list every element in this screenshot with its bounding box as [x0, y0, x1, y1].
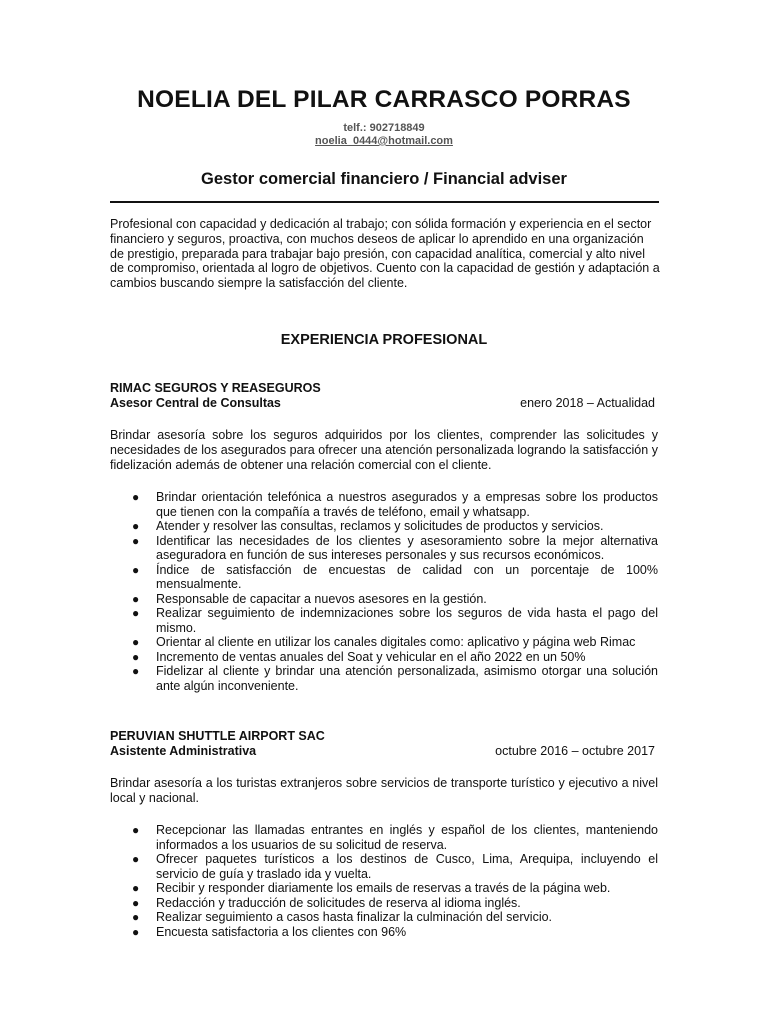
list-item: [110, 823, 658, 852]
list-item: [110, 881, 658, 896]
list-item-text: Realizar seguimiento a casos hasta finalizar la culminación del servicio.: [156, 910, 553, 924]
list-item-text: Brindar orientación telefónica a nuestros asegurados y a empresas sobre los productos que tienen con la compañía a través de teléfono, email y whatsapp.: [156, 490, 658, 519]
list-item: [110, 925, 658, 940]
bullet-icon: ●: [132, 606, 140, 620]
profile-summary: Profesional con capacidad y dedicación al trabajo; con sólida formación y experiencia en el sector financiero y seguros, proactiva, con muchos deseos de aplicar lo aprendido en una organización de prestigio, preparada para trabajar bajo presión, con capacidad analítica, comercial y alto nivel de compromiso, orientada al logro de objetivos. Cuento con la capacidad de gestión y adaptación a cambios buscando siempre la satisfacción del cliente.: [110, 217, 660, 291]
job-dates: enero 2018 – Actualidad: [520, 396, 655, 410]
bullet-icon: ●: [132, 635, 140, 649]
list-item-text: Recepcionar las llamadas entrantes en inglés y español de los clientes, manteniendo informados a los usuarios de su solicitud de reserva.: [156, 823, 658, 852]
bullet-icon: ●: [132, 562, 140, 577]
candidate-name: NOELIA DEL PILAR CARRASCO PORRAS: [137, 86, 631, 113]
bullet-icon: ●: [132, 852, 140, 866]
phone-number: telf.: 902718849: [343, 122, 425, 134]
position-title: Asesor Central de Consultas: [110, 396, 281, 410]
list-item-text: Ofrecer paquetes turísticos a los destinos de Cusco, Lima, Arequipa, incluyendo el servicio de guía y traslado ida y vuelta.: [156, 852, 658, 881]
header-divider: [110, 201, 659, 203]
list-item: [110, 563, 658, 592]
position-row: [110, 396, 658, 411]
bullet-icon: ●: [132, 533, 140, 548]
bullet-icon: ●: [132, 649, 140, 664]
list-item-text: Atender y resolver las consultas, reclamos y solicitudes de productos y servicios.: [156, 519, 604, 533]
job-dates: octubre 2016 – octubre 2017: [495, 744, 655, 758]
company-name: PERUVIAN SHUTTLE AIRPORT SAC: [110, 729, 325, 743]
list-item-text: Responsable de capacitar a nuevos asesores en la gestión.: [156, 591, 487, 606]
list-item: [110, 606, 658, 635]
list-item-text: Redacción y traducción de solicitudes de reserva al idioma inglés.: [156, 895, 521, 910]
email-link[interactable]: noelia_0444@hotmail.com: [315, 135, 453, 147]
list-item-text: Encuesta satisfactoria a los clientes con 96%: [156, 924, 407, 939]
list-item-text: Orientar al cliente en utilizar los canales digitales como: aplicativo y página web Rimac: [156, 635, 636, 649]
list-item: [110, 664, 658, 693]
bullet-icon: ●: [132, 895, 140, 910]
list-item: [110, 635, 658, 650]
bullet-icon: ●: [132, 664, 140, 678]
bullet-icon: ●: [132, 591, 140, 606]
bullet-icon: ●: [132, 881, 140, 895]
position-row: [110, 744, 658, 759]
job-entry: [110, 729, 658, 939]
section-title-experience: EXPERIENCIA PROFESIONAL: [280, 332, 488, 348]
bullet-icon: ●: [132, 519, 140, 533]
bullet-icon: ●: [132, 924, 140, 939]
position-title: Asistente Administrativa: [110, 744, 257, 758]
bullet-icon: ●: [132, 910, 140, 924]
bullet-icon: ●: [132, 823, 140, 837]
responsibility-list: [110, 823, 658, 939]
list-item: [110, 650, 658, 665]
list-item-text: Identificar las necesidades de los clientes y asesoramiento sobre la mejor alternativa aseguradora en función de sus intereses personales y sus recursos económicos.: [156, 533, 658, 562]
list-item: [110, 896, 658, 911]
list-item: [110, 592, 658, 607]
job-entry: [110, 381, 658, 693]
list-item-text: Realizar seguimiento de indemnizaciones sobre los seguros de vida hasta el pago del mismo.: [156, 606, 658, 635]
professional-title: Gestor comercial financiero / Financial adviser: [201, 170, 567, 188]
job-description: Brindar asesoría a los turistas extranjeros sobre servicios de transporte turístico y ejecutivo a nivel local y nacional.: [110, 776, 658, 805]
company-name: RIMAC SEGUROS Y REASEGUROS: [110, 381, 321, 395]
list-item-text: Índice de satisfacción de encuestas de calidad con un porcentaje de 100% mensualmente.: [156, 562, 658, 591]
list-item: [110, 490, 658, 519]
job-description: Brindar asesoría sobre los seguros adquiridos por los clientes, comprender las solicitudes y necesidades de los asegurados para ofrecer una atención personalizada logrando la satisfacción y fidelización además de obtener una relación comercial con el cliente.: [110, 428, 658, 472]
list-item: [110, 910, 658, 925]
list-item-text: Recibir y responder diariamente los emails de reservas a través de la página web.: [156, 881, 611, 895]
list-item: [110, 519, 658, 534]
list-item-text: Fidelizar al cliente y brindar una atención personalizada, asimismo otorgar una solución ante algún inconveniente.: [156, 664, 658, 693]
list-item: [110, 852, 658, 881]
list-item: [110, 534, 658, 563]
bullet-icon: ●: [132, 490, 140, 504]
responsibility-list: [110, 490, 658, 693]
list-item-text: Incremento de ventas anuales del Soat y vehicular en el año 2022 en un 50%: [156, 649, 586, 664]
